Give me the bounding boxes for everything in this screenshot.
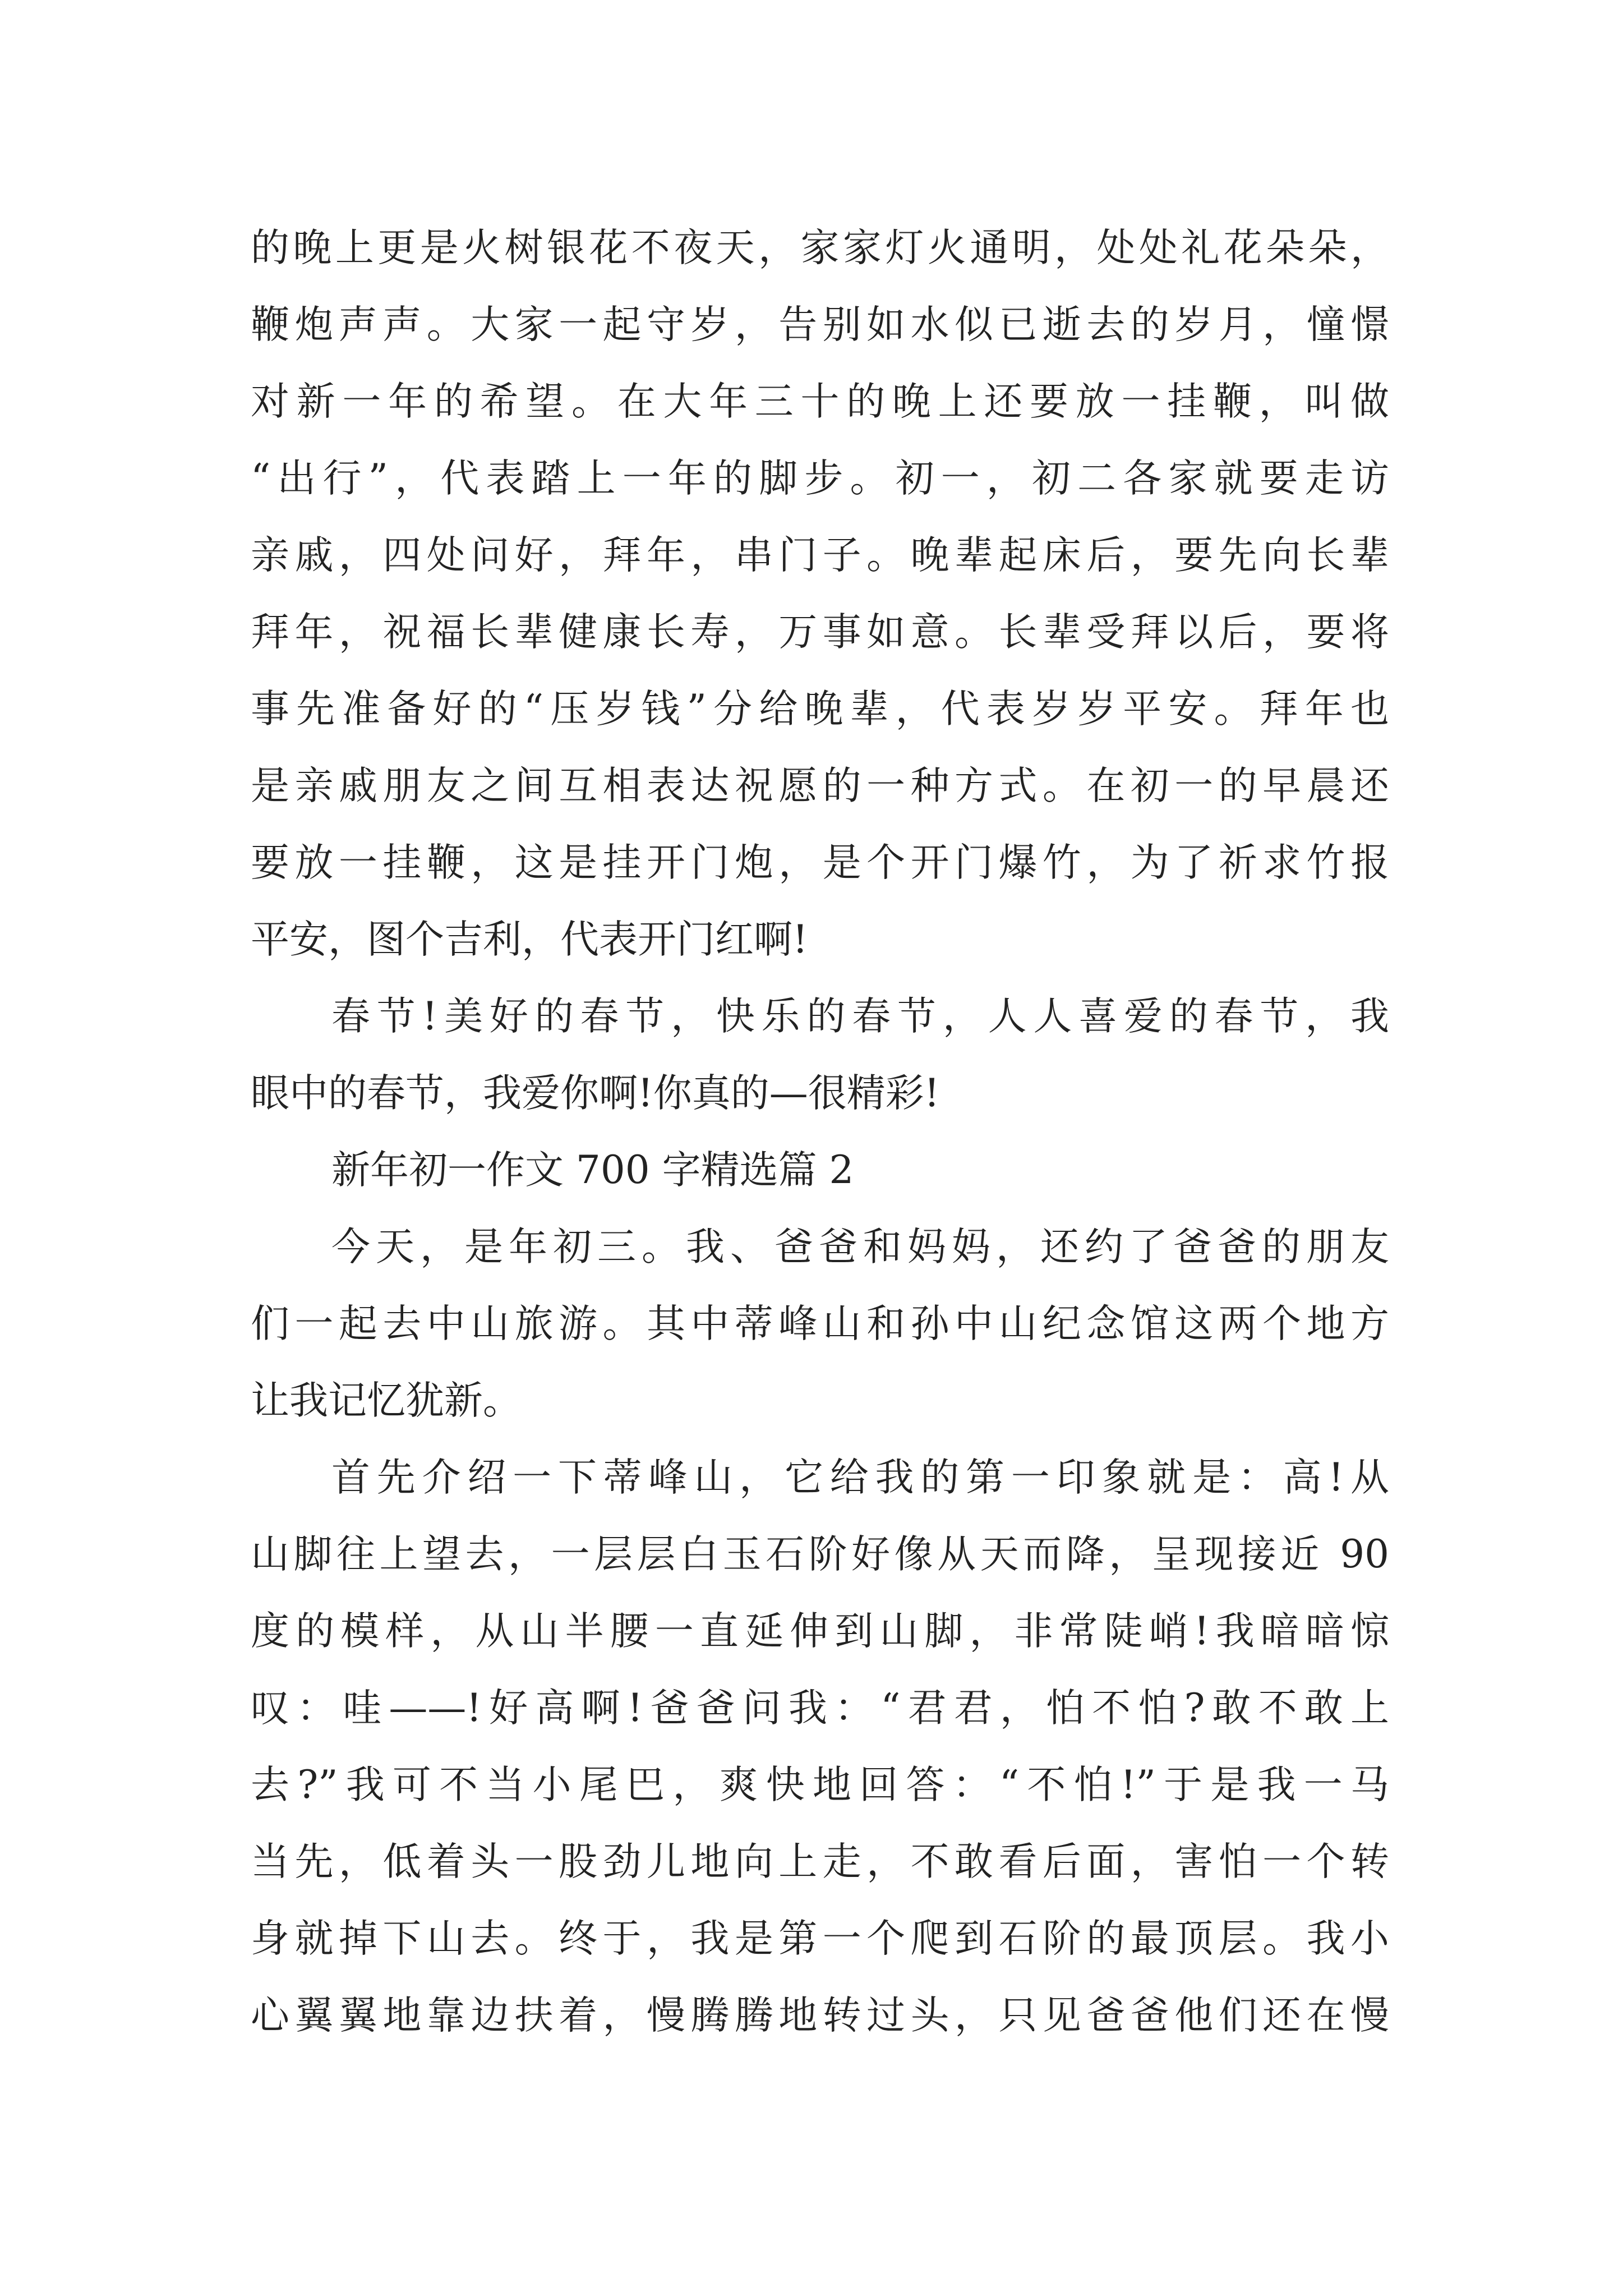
paragraph-start-line: 今天，是年初三。我、爸爸和妈妈，还约了爸爸的朋友: [331, 1225, 1389, 1269]
text-line: 去?”我可不当小尾巴，爽快地回答：“不怕!”于是我一马: [251, 1763, 1389, 1807]
text-line: 叹：哇——!好高啊!爸爸问我：“君君，怕不怕?敢不敢上: [251, 1686, 1389, 1731]
paragraph-start-line: 春节!美好的春节，快乐的春节，人人喜爱的春节，我: [331, 994, 1389, 1039]
text-line: 对新一年的希望。在大年三十的晚上还要放一挂鞭，叫做: [251, 379, 1389, 424]
text-line: 要放一挂鞭，这是挂开门炮，是个开门爆竹，为了祈求竹报: [251, 840, 1389, 885]
text-line: 山脚往上望去，一层层白玉石阶好像从天而降，呈现接近 90: [251, 1532, 1389, 1577]
text-line: 拜年，祝福长辈健康长寿，万事如意。长辈受拜以后，要将: [251, 610, 1389, 655]
text-line: 身就掉下山去。终于，我是第一个爬到石阶的最顶层。我小: [251, 1916, 1389, 1961]
text-line: 让我记忆犹新。: [251, 1378, 522, 1423]
text-line: 们一起去中山旅游。其中蒂峰山和孙中山纪念馆这两个地方: [251, 1301, 1389, 1346]
text-line: 的晚上更是火树银花不夜天，家家灯火通明，处处礼花朵朵，: [251, 226, 1389, 270]
text-line: 平安，图个吉利，代表开门红啊!: [251, 917, 808, 962]
text-line: 是亲戚朋友之间互相表达祝愿的一种方式。在初一的早晨还: [251, 763, 1389, 808]
text-line: 事先准备好的“压岁钱”分给晚辈，代表岁岁平安。拜年也: [251, 687, 1389, 731]
text-line: 鞭炮声声。大家一起守岁，告别如水似已逝去的岁月，憧憬: [251, 302, 1389, 347]
text-line: 度的模样，从山半腰一直延伸到山脚，非常陡峭!我暗暗惊: [251, 1609, 1389, 1654]
text-line: 当先，低着头一股劲儿地向上走，不敢看后面，害怕一个转: [251, 1839, 1389, 1884]
section-heading: 新年初一作文 700 字精选篇 2: [331, 1148, 854, 1193]
text-line: “出行”，代表踏上一年的脚步。初一，初二各家就要走访: [251, 456, 1389, 501]
text-line: 眼中的春节，我爱你啊!你真的—很精彩!: [251, 1071, 940, 1116]
paragraph-start-line: 首先介绍一下蒂峰山，它给我的第一印象就是：高!从: [331, 1455, 1389, 1500]
text-line: 亲戚，四处问好，拜年，串门子。晚辈起床后，要先向长辈: [251, 533, 1389, 578]
text-line: 心翼翼地靠边扶着，慢腾腾地转过头，只见爸爸他们还在慢: [251, 1993, 1389, 2038]
